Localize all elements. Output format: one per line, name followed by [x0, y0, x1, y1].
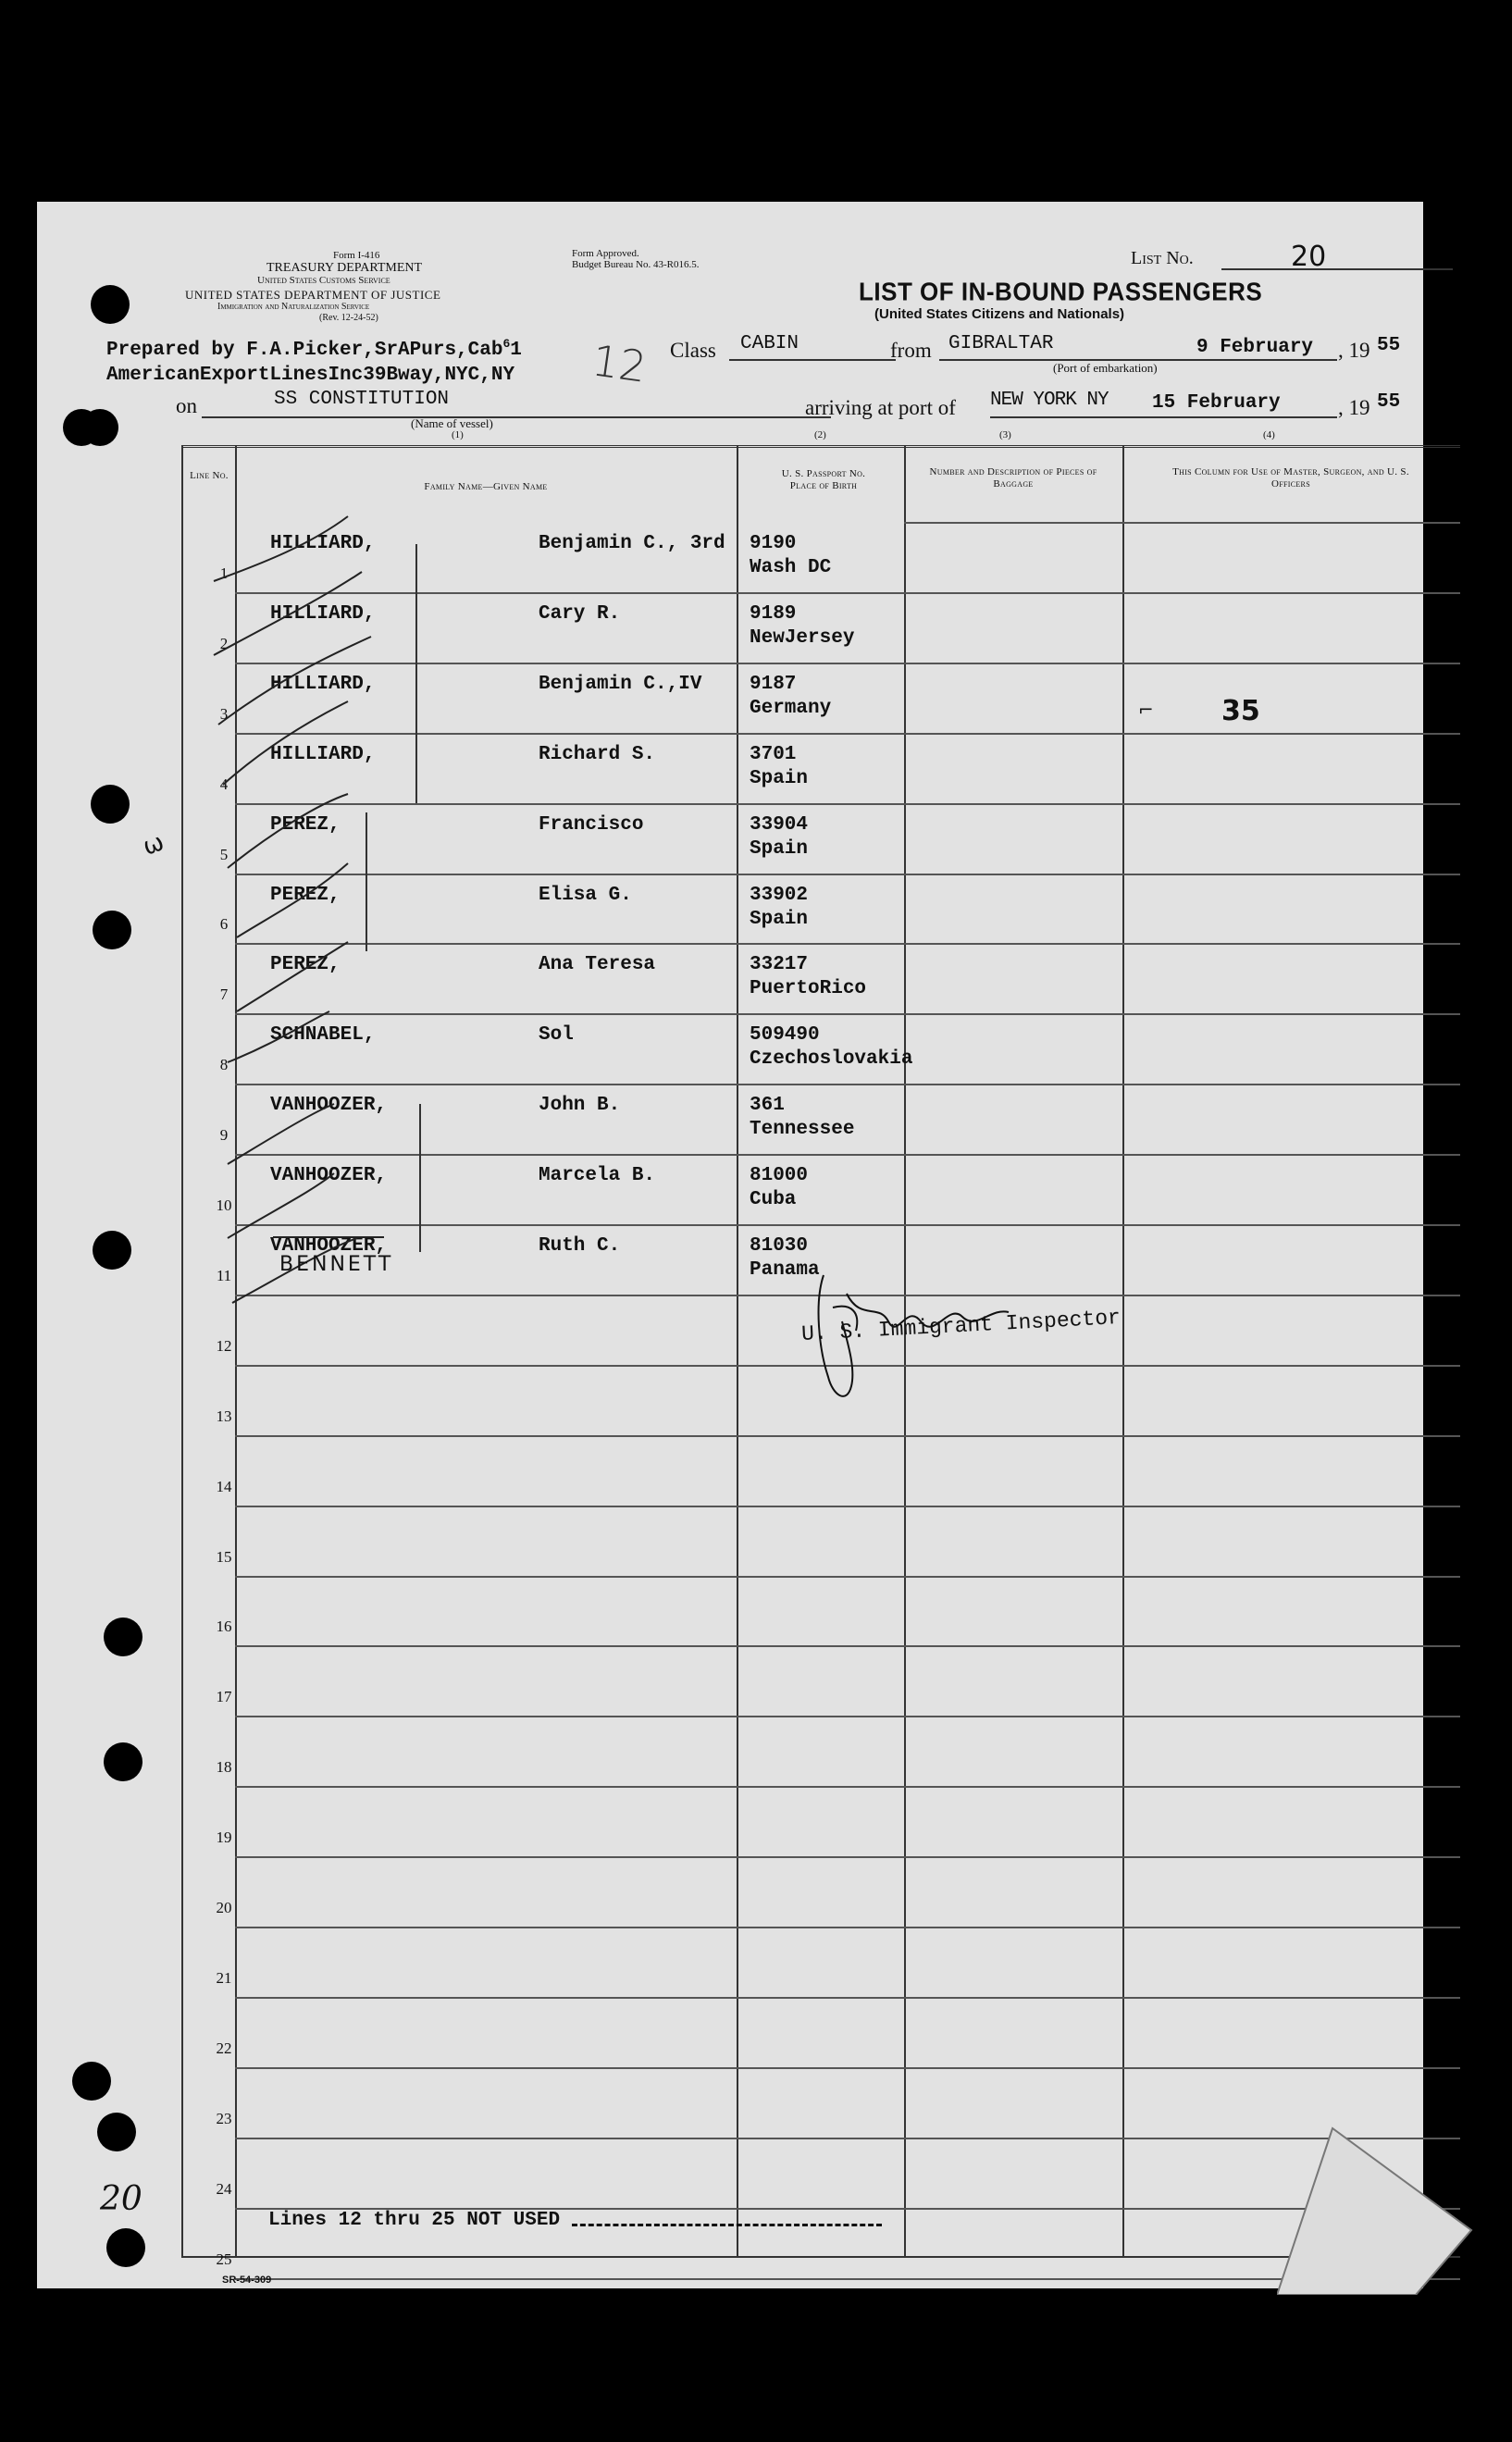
- given-name: Benjamin C., 3rd: [539, 533, 725, 554]
- line-number: 1: [219, 564, 229, 582]
- arrival-year: 55: [1377, 391, 1401, 413]
- not-used-note: Lines 12 thru 25 NOT USED: [268, 2210, 561, 2231]
- punch-hole: [106, 2228, 145, 2267]
- prepared-by: Prepared by F.A.Picker,SrAPurs,Cab$^6$1: [106, 337, 522, 361]
- given-name: Ana Teresa: [539, 954, 656, 975]
- row-rule: [235, 1645, 1460, 1647]
- doj-label: UNITED STATES DEPARTMENT OF JUSTICE: [185, 288, 441, 302]
- inspector-signature: [796, 1266, 1036, 1423]
- margin-handwritten-mark: ω: [139, 828, 168, 862]
- row-rule: [235, 663, 1460, 664]
- row-rule: [235, 1084, 1460, 1085]
- punch-hole-pair: [63, 409, 118, 446]
- form-code: SR-54-309: [222, 2275, 272, 2286]
- passport-number: 361: [750, 1095, 785, 1116]
- on-label: on: [176, 394, 197, 417]
- passport-number: 9190: [750, 533, 797, 554]
- depart-year: 55: [1377, 335, 1401, 356]
- col-header-officers: This Column for Use of Master, Surgeon, and U. S. Officers: [1172, 466, 1409, 490]
- form-title: LIST OF IN-BOUND PASSENGERS: [859, 277, 1263, 306]
- family-name: HILLIARD,: [270, 533, 376, 554]
- line-number: 5: [219, 846, 229, 863]
- arrival-date: 15 February: [1152, 392, 1281, 414]
- name-col-divider: [737, 445, 738, 2256]
- place-of-birth: Germany: [750, 698, 832, 719]
- place-of-birth: NewJersey: [750, 627, 855, 649]
- line-number: 2: [219, 635, 229, 652]
- punch-hole: [93, 911, 131, 949]
- punch-hole: [91, 285, 130, 324]
- line-number: 3: [219, 705, 229, 723]
- officer-tick: ⌐: [1138, 699, 1154, 721]
- budget-number: Budget Bureau No. 43-R016.5.: [572, 259, 700, 270]
- officer-mark: 35: [1221, 695, 1260, 727]
- col4-number: (4): [1263, 429, 1275, 440]
- passport-number: 33217: [750, 954, 809, 975]
- ins-label: Immigration and Naturalization Service: [217, 302, 370, 312]
- line-number: 13: [216, 1407, 232, 1425]
- row-rule: [235, 2067, 1460, 2069]
- arriving-label: arriving at port of: [805, 396, 956, 419]
- folded-corner: [1277, 2110, 1481, 2295]
- service-label: United States Customs Service: [257, 275, 390, 286]
- family-name: VANHOOZER,: [270, 1165, 388, 1186]
- place-of-birth: Panama: [750, 1259, 820, 1281]
- line-number: 18: [216, 1758, 232, 1776]
- given-name: Francisco: [539, 814, 644, 836]
- line-number: 7: [219, 985, 229, 1003]
- row-rule: [235, 1013, 1460, 1015]
- depart-date: 9 February: [1196, 337, 1314, 358]
- place-of-birth: Spain: [750, 838, 809, 860]
- line-number: 20: [216, 1899, 232, 1916]
- baggage-col-divider: [1122, 445, 1124, 2256]
- row-rule: [235, 1927, 1460, 1928]
- row-rule: [235, 1716, 1460, 1717]
- col3-number: (3): [999, 429, 1011, 440]
- not-used-dashes: [572, 2224, 882, 2226]
- family-name: HILLIARD,: [270, 674, 376, 695]
- line-number: 10: [216, 1196, 232, 1214]
- arrival-year-prefix: , 19: [1338, 396, 1370, 419]
- col-header-name: Family Name—Given Name: [424, 481, 548, 492]
- arrival-underline: [990, 416, 1337, 418]
- line-number: 8: [219, 1056, 229, 1073]
- form-number: Form I-416: [333, 250, 380, 261]
- given-name: Cary R.: [539, 603, 621, 625]
- punch-hole: [72, 2062, 111, 2101]
- line-number: 11: [216, 1267, 232, 1284]
- table-top-border: [181, 445, 1460, 448]
- col1-number: (1): [452, 429, 464, 440]
- line-number: 4: [219, 775, 229, 793]
- header-bottom-rule: [904, 522, 1460, 524]
- place-of-birth: Wash DC: [750, 557, 832, 578]
- given-name: Elisa G.: [539, 885, 632, 906]
- line-number: 6: [219, 915, 229, 933]
- list-no-label: List No.: [1131, 248, 1194, 268]
- revision-label: (Rev. 12-24-52): [319, 313, 378, 323]
- row-rule: [235, 874, 1460, 875]
- passport-number: 3701: [750, 744, 797, 765]
- vessel-name: SS CONSTITUTION: [274, 389, 450, 410]
- line-number: 22: [216, 2039, 232, 2057]
- list-no-value: 20: [1291, 241, 1327, 273]
- family-name: VANHOOZER,: [270, 1095, 388, 1116]
- form-subtitle: (United States Citizens and Nationals): [874, 306, 1125, 322]
- place-of-birth: Cuba: [750, 1189, 797, 1210]
- family-name: HILLIARD,: [270, 603, 376, 625]
- line-number: 12: [216, 1337, 232, 1355]
- punch-hole: [97, 2113, 136, 2151]
- passport-number: 9187: [750, 674, 797, 695]
- row-rule: [235, 1435, 1460, 1437]
- department-label: TREASURY DEPARTMENT: [266, 261, 423, 275]
- class-value: CABIN: [740, 333, 799, 354]
- row-rule: [235, 1576, 1460, 1578]
- col-header-baggage: Number and Description of Pieces of Baggage: [929, 466, 1097, 490]
- given-name: Richard S.: [539, 744, 656, 765]
- strike-through: [273, 1236, 384, 1238]
- place-of-birth: Tennessee: [750, 1119, 855, 1140]
- place-of-birth: Spain: [750, 768, 809, 789]
- check-marks: [209, 507, 413, 1321]
- embarkation-caption: (Port of embarkation): [1053, 361, 1158, 375]
- vessel-caption: (Name of vessel): [411, 416, 493, 430]
- class-label: Class: [670, 339, 716, 362]
- depart-year-prefix: , 19: [1338, 339, 1370, 362]
- table-left-border: [181, 445, 183, 2256]
- family-bracket-hilliard: [415, 544, 417, 803]
- line-number: 9: [219, 1126, 229, 1144]
- vessel-underline: [202, 416, 831, 418]
- punch-hole: [93, 1231, 131, 1270]
- family-name: PEREZ,: [270, 954, 341, 975]
- col-header-passport: U. S. Passport No. Place of Birth: [781, 468, 866, 491]
- row-rule: [235, 803, 1460, 805]
- place-of-birth: PuertoRico: [750, 978, 867, 999]
- from-label: from: [890, 339, 932, 362]
- line-number: 21: [216, 1969, 232, 1987]
- passport-number: 33904: [750, 814, 809, 836]
- place-of-birth: Czechoslovakia: [750, 1048, 913, 1070]
- row-rule: [235, 733, 1460, 735]
- punch-hole: [104, 1742, 143, 1781]
- line-number: 14: [216, 1478, 232, 1495]
- given-name: Sol: [539, 1024, 574, 1046]
- table-bottom-border: [181, 2256, 1460, 2258]
- place-of-birth: Spain: [750, 909, 809, 930]
- passport-number: 81030: [750, 1235, 809, 1257]
- family-name: HILLIARD,: [270, 744, 376, 765]
- punch-hole: [104, 1618, 143, 1656]
- family-bracket-vanhoozer: [419, 1104, 421, 1252]
- passport-number: 81000: [750, 1165, 809, 1186]
- line-number: 19: [216, 1828, 232, 1846]
- col-header-line: Line No.: [190, 470, 229, 481]
- document-page: [37, 202, 1423, 2288]
- row-rule: [235, 1856, 1460, 1858]
- margin-number: 20: [100, 2180, 143, 2218]
- line-number: 24: [216, 2180, 232, 2198]
- row-rule: [235, 943, 1460, 945]
- given-name: Benjamin C.,IV: [539, 674, 702, 695]
- row-rule: [235, 1786, 1460, 1788]
- line-number: 16: [216, 1618, 232, 1635]
- passport-number: 33902: [750, 885, 809, 906]
- handwritten-12: 12: [589, 335, 651, 392]
- family-name: VANHOOZER,: [270, 1235, 388, 1257]
- list-no-underline: [1221, 268, 1453, 270]
- family-name: PEREZ,: [270, 814, 341, 836]
- from-value: GIBRALTAR: [948, 333, 1054, 354]
- class-underline: [729, 359, 896, 361]
- form-approved: Form Approved.: [572, 248, 639, 259]
- family-name: SCHNABEL,: [270, 1024, 376, 1046]
- passport-number: 9189: [750, 603, 797, 625]
- row-rule: [235, 1997, 1460, 1999]
- row-rule: [235, 592, 1460, 594]
- row-rule: [235, 1506, 1460, 1507]
- line-number: 17: [216, 1688, 232, 1705]
- prepared-by-company: AmericanExportLinesInc39Bway,NYC,NY: [106, 365, 515, 386]
- inspector-title: U. S. Immigrant Inspector: [800, 1305, 1122, 1347]
- line-number: 15: [216, 1548, 232, 1566]
- col2-number: (2): [814, 429, 826, 440]
- given-name: John B.: [539, 1095, 621, 1116]
- family-name: PEREZ,: [270, 885, 341, 906]
- line-number: 25: [216, 2250, 232, 2268]
- given-name: Marcela B.: [539, 1165, 656, 1186]
- line-number: 23: [216, 2110, 232, 2127]
- passport-number: 509490: [750, 1024, 820, 1046]
- given-name: Ruth C.: [539, 1235, 621, 1257]
- punch-hole: [91, 785, 130, 824]
- handwritten-bennett: BENNETT: [279, 1253, 394, 1276]
- arrival-port: NEW YORK NY: [990, 390, 1109, 411]
